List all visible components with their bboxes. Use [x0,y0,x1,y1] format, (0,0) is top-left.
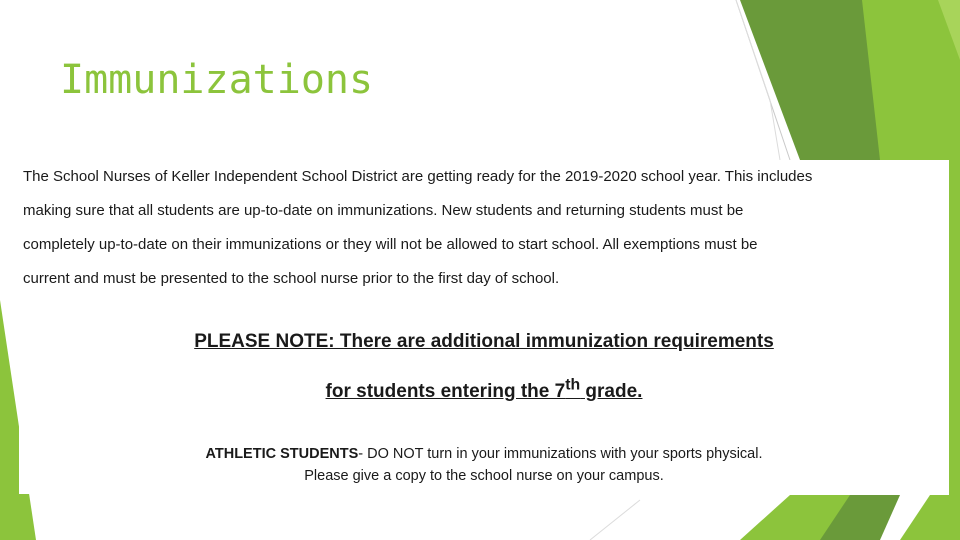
please-note-post: grade. [580,381,643,403]
please-note-superscript: th [565,377,581,394]
please-note-line-2 [19,364,949,414]
bottom-right-edge-shape [900,495,960,540]
slide-title: Immunizations [60,57,374,103]
please-note-line-1 [19,320,949,364]
right-strip-shape [949,160,960,495]
athletic-label: ATHLETIC STUDENTS [205,446,359,462]
please-note-text-2 [325,377,643,403]
athletic-line-2: Please give a copy to the school nurse on your campus. [304,468,664,484]
intro-line: current and must be presented to the school nurse prior to the first day of school. [23,270,560,287]
intro-line: The School Nurses of Keller Independent School District are getting ready for the 2019-2020 school year. This includes [23,168,813,185]
please-note-pre: for students entering the 7 [325,381,566,403]
athletic-line-1 [19,443,949,465]
intro-paragraph [23,160,923,296]
please-note-block [19,320,949,414]
athletic-rest: - DO NOT turn in your immunizations with your sports physical. [358,446,763,462]
athletic-notice [19,443,949,487]
notice-image [19,160,949,494]
bottom-outline-line [590,500,640,540]
intro-line: making sure that all students are up-to-date on immunizations. New students and returning students must be [23,202,744,219]
please-note-text-1: PLEASE NOTE: There are additional immunization requirements [194,331,774,352]
intro-line: completely up-to-date on their immunizations or they will not be allowed to start school. All exemptions must be [23,236,758,253]
